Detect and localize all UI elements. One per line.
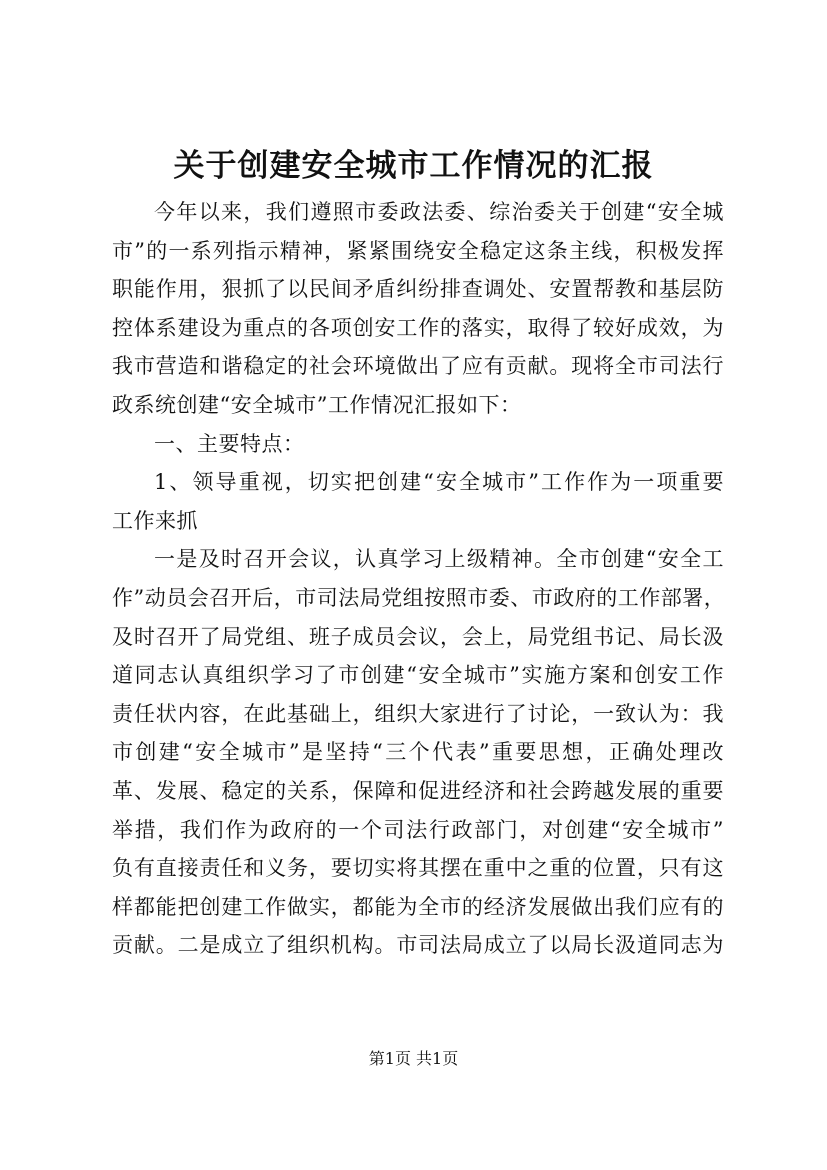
- text-line: 作”动员会召开后，市司法局党组按照市委、市政府的工作部署，: [112, 585, 726, 610]
- text-line: 革、发展、稳定的关系，保障和促进经济和社会跨越发展的重要: [112, 778, 724, 803]
- page-number: 第1页 共1页: [368, 1049, 459, 1068]
- text-line: 及时召开了局党组、班子成员会议，会上，局党组书记、局长汲: [112, 624, 724, 649]
- text-line: 贡献。二是成立了组织机构。市司法局成立了以局长汲道同志为: [112, 933, 724, 958]
- text-line: 责任状内容，在此基础上，组织大家进行了讨论，一致认为：我: [112, 701, 724, 726]
- text-line: 政系统创建“安全城市”工作情况汇报如下：: [112, 392, 522, 417]
- text-line: 道同志认真组织学习了市创建“安全城市”实施方案和创安工作: [112, 663, 724, 688]
- section-heading: 一、主要特点：: [154, 431, 305, 456]
- text-line: 一是及时召开会议，认真学习上级精神。全市创建“安全工: [154, 547, 724, 572]
- subsection-heading-continued: 工作来抓: [112, 508, 198, 533]
- text-line: 负有直接责任和义务，要切实将其摆在重中之重的位置，只有这: [112, 856, 724, 881]
- text-line: 市创建“安全城市”是坚持“三个代表”重要思想，正确处理改: [112, 740, 724, 765]
- text-line: 我市营造和谐稳定的社会环境做出了应有贡献。现将全市司法行: [112, 354, 724, 379]
- text-line: 控体系建设为重点的各项创安工作的落实，取得了较好成效，为: [112, 315, 724, 340]
- document-title: 关于创建安全城市工作情况的汇报: [173, 148, 654, 184]
- text-line: 举措，我们作为政府的一个司法行政部门，对创建“安全城市”: [112, 817, 724, 842]
- text-line: 职能作用，狠抓了以民间矛盾纠纷排查调处、安置帮教和基层防: [112, 277, 724, 302]
- subsection-heading: 1、领导重视，切实把创建“安全城市”工作作为一项重要: [154, 470, 724, 495]
- text-line: 今年以来，我们遵照市委政法委、综治委关于创建“安全城: [154, 200, 724, 224]
- document-body: [112, 193, 724, 965]
- text-line: 市”的一系列指示精神，紧紧围绕安全稳定这条主线，积极发挥: [112, 238, 724, 263]
- text-line: 样都能把创建工作做实，都能为全市的经济发展做出我们应有的: [112, 894, 724, 919]
